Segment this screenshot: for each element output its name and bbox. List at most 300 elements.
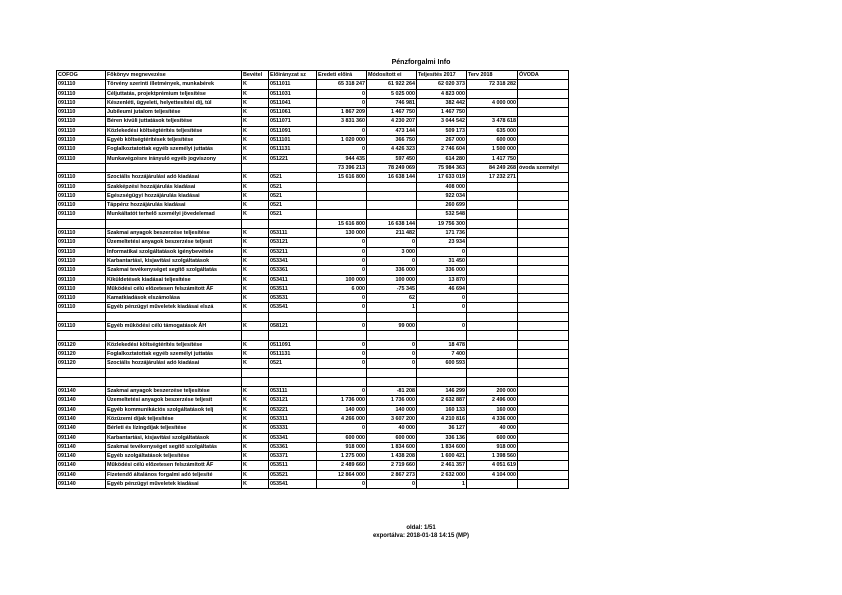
cell-plan-2018	[467, 303, 518, 312]
cell-account-name: Karbantartási, kisjavítási szolgáltatások	[106, 256, 242, 265]
cell-plan-2018	[467, 368, 518, 377]
cell-account-name	[106, 312, 242, 321]
cell-account-name: Közlekedési költségtérítés teljesítése	[106, 340, 242, 349]
cell-original-budget	[317, 191, 367, 200]
cell-modified-budget: 0	[367, 256, 417, 265]
cell-fulfillment-2017: 2 461 357	[417, 461, 467, 470]
cell-kindergarten	[518, 480, 569, 489]
cell-kindergarten	[518, 275, 569, 284]
cell-account-name: Szakmai anyagok beszerzése teljesítése	[106, 387, 242, 396]
cell-appropriation-code: 0511091	[269, 126, 317, 135]
cell-plan-2018: 17 232 271	[467, 173, 518, 182]
cell-kindergarten	[518, 331, 569, 340]
cell-kindergarten	[518, 229, 569, 238]
table-row	[57, 480, 569, 489]
cell-plan-2018	[467, 377, 518, 386]
cell-revenue-type: K	[242, 470, 269, 479]
header-plan-2018: Terv 2018	[467, 71, 518, 80]
cell-fulfillment-2017: 0	[417, 247, 467, 256]
cell-revenue-type: K	[242, 275, 269, 284]
cell-cofog: 091110	[57, 191, 106, 200]
table-row	[57, 461, 569, 470]
cell-appropriation-code: 053211	[269, 247, 317, 256]
cell-modified-budget: 16 638 144	[367, 219, 417, 228]
cell-revenue-type: K	[242, 424, 269, 433]
cell-account-name: Szakmai tevékenységet segítő szolgáltatás	[106, 266, 242, 275]
cell-cofog: 091140	[57, 405, 106, 414]
cell-plan-2018: 600 000	[467, 136, 518, 145]
cell-account-name: Szakmai anyagok beszerzése teljesítése	[106, 229, 242, 238]
cell-modified-budget: 2 719 660	[367, 461, 417, 470]
cell-fulfillment-2017	[417, 331, 467, 340]
cell-revenue-type: K	[242, 256, 269, 265]
cell-fulfillment-2017: 160 133	[417, 405, 467, 414]
cell-account-name: Egyéb működési célú támogatások ÁH	[106, 322, 242, 331]
cell-revenue-type: K	[242, 461, 269, 470]
cell-cofog: 091110	[57, 80, 106, 89]
cell-modified-budget: 597 450	[367, 154, 417, 163]
cell-account-name: Egyéb költségtérítések teljesítése	[106, 136, 242, 145]
cell-kindergarten	[518, 266, 569, 275]
cell-revenue-type: K	[242, 98, 269, 107]
cell-modified-budget: 4 230 207	[367, 117, 417, 126]
cell-modified-budget: 1 736 000	[367, 396, 417, 405]
cell-original-budget: 6 000	[317, 284, 367, 293]
cell-cofog	[57, 331, 106, 340]
cell-fulfillment-2017: 0	[417, 294, 467, 303]
cell-revenue-type: K	[242, 210, 269, 219]
cell-revenue-type: K	[242, 136, 269, 145]
cell-account-name: Szakképzési hozzájárulás kiadásai	[106, 182, 242, 191]
cell-revenue-type	[242, 377, 269, 386]
budget-table	[56, 70, 569, 489]
cell-appropriation-code: 053221	[269, 405, 317, 414]
cell-revenue-type: K	[242, 294, 269, 303]
cell-kindergarten	[518, 182, 569, 191]
cell-kindergarten	[518, 238, 569, 247]
cell-appropriation-code: 0511131	[269, 349, 317, 358]
cell-plan-2018: 160 000	[467, 405, 518, 414]
table-row	[57, 340, 569, 349]
cell-account-name: Egyéb pénzügyi műveletek kiadásai	[106, 480, 242, 489]
cell-cofog: 091110	[57, 154, 106, 163]
table-row	[57, 331, 569, 340]
cell-account-name: Közüzemi díjak teljesítése	[106, 414, 242, 423]
cell-kindergarten	[518, 108, 569, 117]
cell-modified-budget	[367, 312, 417, 321]
cell-account-name: Jubileumi jutalom teljesítése	[106, 108, 242, 117]
cell-fulfillment-2017	[417, 312, 467, 321]
cell-original-budget: 0	[317, 294, 367, 303]
cell-fulfillment-2017	[417, 377, 467, 386]
cell-plan-2018	[467, 89, 518, 98]
cell-kindergarten	[518, 117, 569, 126]
cell-account-name: Céljuttatás, projektprémium teljesítése	[106, 89, 242, 98]
cell-original-budget: 15 616 800	[317, 219, 367, 228]
cell-kindergarten	[518, 433, 569, 442]
table-row	[57, 470, 569, 479]
cell-appropriation-code: 053111	[269, 387, 317, 396]
cell-fulfillment-2017: 408 000	[417, 182, 467, 191]
cell-plan-2018: 4 336 000	[467, 414, 518, 423]
cell-modified-budget: 1 438 208	[367, 452, 417, 461]
cell-original-budget: 0	[317, 247, 367, 256]
cell-revenue-type: K	[242, 182, 269, 191]
cell-revenue-type: K	[242, 247, 269, 256]
cell-cofog: 091110	[57, 247, 106, 256]
cell-cofog: 091120	[57, 359, 106, 368]
table-row	[57, 433, 569, 442]
cell-cofog: 091110	[57, 275, 106, 284]
cell-appropriation-code	[269, 219, 317, 228]
cell-kindergarten	[518, 284, 569, 293]
cell-modified-budget: 0	[367, 480, 417, 489]
cell-account-name: Egészségügyi hozzájárulás kiadásai	[106, 191, 242, 200]
cell-kindergarten: óvoda személyi	[518, 163, 569, 172]
cell-appropriation-code: 053511	[269, 284, 317, 293]
cell-plan-2018	[467, 312, 518, 321]
cell-kindergarten	[518, 145, 569, 154]
cell-fulfillment-2017: 62 020 373	[417, 80, 467, 89]
cell-revenue-type: K	[242, 452, 269, 461]
cell-plan-2018: 4 000 000	[467, 98, 518, 107]
cell-revenue-type	[242, 331, 269, 340]
cell-cofog: 091110	[57, 136, 106, 145]
cell-modified-budget: -81 208	[367, 387, 417, 396]
cell-revenue-type	[242, 219, 269, 228]
cell-account-name: Üzemeltetési anyagok beszerzése teljesít	[106, 238, 242, 247]
cell-kindergarten	[518, 442, 569, 451]
cell-plan-2018: 635 000	[467, 126, 518, 135]
cell-modified-budget: 99 000	[367, 322, 417, 331]
cell-cofog: 091110	[57, 238, 106, 247]
header-modified-budget: Módosított ei	[367, 71, 417, 80]
cell-modified-budget	[367, 191, 417, 200]
table-row	[57, 424, 569, 433]
cell-cofog: 091110	[57, 210, 106, 219]
cell-account-name: Működési célú előzetesen felszámított ÁF	[106, 284, 242, 293]
cell-modified-budget: 0	[367, 238, 417, 247]
cell-plan-2018: 72 318 282	[467, 80, 518, 89]
cell-revenue-type: K	[242, 433, 269, 442]
cell-cofog	[57, 219, 106, 228]
cell-modified-budget: 4 426 323	[367, 145, 417, 154]
cell-plan-2018: 3 478 618	[467, 117, 518, 126]
cell-fulfillment-2017: 532 548	[417, 210, 467, 219]
cell-revenue-type: K	[242, 414, 269, 423]
cell-modified-budget: 1 834 600	[367, 442, 417, 451]
table-row	[57, 414, 569, 423]
cell-plan-2018	[467, 229, 518, 238]
cell-original-budget: 1 736 000	[317, 396, 367, 405]
cell-modified-budget: 600 000	[367, 433, 417, 442]
cell-original-budget: 0	[317, 238, 367, 247]
cell-account-name: Munkavégzésre irányuló egyéb jogviszony	[106, 154, 242, 163]
cell-fulfillment-2017: 600 593	[417, 359, 467, 368]
cell-original-budget: 0	[317, 266, 367, 275]
cell-original-budget: 0	[317, 322, 367, 331]
cell-original-budget: 0	[317, 126, 367, 135]
cell-modified-budget	[367, 210, 417, 219]
cell-cofog: 091110	[57, 98, 106, 107]
cell-kindergarten	[518, 136, 569, 145]
table-row	[57, 117, 569, 126]
cell-plan-2018	[467, 201, 518, 210]
cell-revenue-type: K	[242, 89, 269, 98]
table-row	[57, 173, 569, 182]
cell-kindergarten	[518, 219, 569, 228]
table-row	[57, 405, 569, 414]
cell-fulfillment-2017: 0	[417, 303, 467, 312]
cell-modified-budget	[367, 368, 417, 377]
cell-appropriation-code: 0521	[269, 173, 317, 182]
cell-revenue-type: K	[242, 322, 269, 331]
cell-appropriation-code: 0521	[269, 201, 317, 210]
cell-fulfillment-2017: 382 442	[417, 98, 467, 107]
cell-original-budget	[317, 331, 367, 340]
cell-fulfillment-2017: 267 000	[417, 136, 467, 145]
cell-appropriation-code: 053361	[269, 442, 317, 451]
page-number: oldal: 1/51	[406, 525, 436, 531]
cell-account-name: Munkáltatót terhelő személyi jövedelemad	[106, 210, 242, 219]
cell-fulfillment-2017: 3 044 542	[417, 117, 467, 126]
cell-appropriation-code: 053541	[269, 480, 317, 489]
cell-fulfillment-2017: 18 478	[417, 340, 467, 349]
cell-modified-budget: 40 000	[367, 424, 417, 433]
cell-revenue-type	[242, 368, 269, 377]
cell-fulfillment-2017: 260 699	[417, 201, 467, 210]
cell-appropriation-code: 053521	[269, 470, 317, 479]
header-appropriation-code: Előirányzat sz	[269, 71, 317, 80]
cell-plan-2018	[467, 340, 518, 349]
cell-original-budget: 0	[317, 303, 367, 312]
cell-fulfillment-2017: 1 834 600	[417, 442, 467, 451]
cell-account-name: Informatikai szolgáltatások igénybevétele	[106, 247, 242, 256]
cell-appropriation-code: 0511091	[269, 340, 317, 349]
cell-original-budget: 4 266 000	[317, 414, 367, 423]
cell-appropriation-code: 0511011	[269, 80, 317, 89]
cell-kindergarten	[518, 349, 569, 358]
cell-modified-budget: 0	[367, 340, 417, 349]
cell-original-budget: 130 000	[317, 229, 367, 238]
cell-cofog: 091120	[57, 349, 106, 358]
cell-appropriation-code: 053311	[269, 414, 317, 423]
cell-fulfillment-2017: 46 694	[417, 284, 467, 293]
cell-modified-budget	[367, 201, 417, 210]
cell-cofog: 091140	[57, 387, 106, 396]
cell-fulfillment-2017: 13 870	[417, 275, 467, 284]
cell-appropriation-code: 053341	[269, 433, 317, 442]
cell-original-budget: 15 616 800	[317, 173, 367, 182]
table-row	[57, 98, 569, 107]
cell-account-name: Foglalkoztatottak egyéb személyi juttatás	[106, 349, 242, 358]
cell-modified-budget	[367, 182, 417, 191]
cell-account-name: Bérleti és lízingdíjak teljesítése	[106, 424, 242, 433]
cell-fulfillment-2017: 1	[417, 480, 467, 489]
header-original-budget: Eredeti előirá	[317, 71, 367, 80]
header-revenue-type: Bevétel	[242, 71, 269, 80]
table-row	[57, 396, 569, 405]
cell-fulfillment-2017: 1 600 421	[417, 452, 467, 461]
cell-cofog: 091110	[57, 117, 106, 126]
cell-revenue-type: K	[242, 284, 269, 293]
cell-revenue-type: K	[242, 340, 269, 349]
cell-fulfillment-2017: 922 034	[417, 191, 467, 200]
table-row	[57, 201, 569, 210]
cell-appropriation-code	[269, 368, 317, 377]
cell-plan-2018	[467, 256, 518, 265]
cell-plan-2018	[467, 294, 518, 303]
cell-appropriation-code	[269, 312, 317, 321]
cell-account-name: Szociális hozzájárulási adó kiadásai	[106, 359, 242, 368]
cell-revenue-type: K	[242, 154, 269, 163]
cell-plan-2018: 200 000	[467, 387, 518, 396]
cell-plan-2018	[467, 322, 518, 331]
cell-kindergarten	[518, 256, 569, 265]
cell-appropriation-code: 0511061	[269, 108, 317, 117]
cell-revenue-type: K	[242, 126, 269, 135]
cell-original-budget	[317, 377, 367, 386]
cell-revenue-type: K	[242, 191, 269, 200]
cell-appropriation-code: 0511031	[269, 89, 317, 98]
cell-original-budget: 0	[317, 256, 367, 265]
cell-account-name: Táppénz hozzájárulás kiadásai	[106, 201, 242, 210]
cell-fulfillment-2017: 7 400	[417, 349, 467, 358]
cell-original-budget: 0	[317, 359, 367, 368]
cell-original-budget: 0	[317, 340, 367, 349]
cell-modified-budget	[367, 377, 417, 386]
cell-fulfillment-2017: 509 173	[417, 126, 467, 135]
cell-modified-budget: 1	[367, 303, 417, 312]
cell-plan-2018: 2 496 000	[467, 396, 518, 405]
cell-modified-budget	[367, 331, 417, 340]
cell-kindergarten	[518, 414, 569, 423]
cell-cofog: 091110	[57, 284, 106, 293]
cell-fulfillment-2017: 31 450	[417, 256, 467, 265]
cell-appropriation-code: 053331	[269, 424, 317, 433]
cell-modified-budget: 336 000	[367, 266, 417, 275]
table-row	[57, 377, 569, 386]
cell-plan-2018: 1 398 560	[467, 452, 518, 461]
cell-revenue-type: K	[242, 387, 269, 396]
cell-appropriation-code: 053121	[269, 396, 317, 405]
table-row	[57, 163, 569, 172]
cell-original-budget: 0	[317, 89, 367, 98]
cell-modified-budget: 0	[367, 349, 417, 358]
table-row	[57, 89, 569, 98]
cell-appropriation-code	[269, 163, 317, 172]
cell-kindergarten	[518, 452, 569, 461]
cell-kindergarten	[518, 154, 569, 163]
table-row	[57, 294, 569, 303]
cell-appropriation-code: 058121	[269, 322, 317, 331]
cell-account-name: Egyéb pénzügyi műveletek kiadásai elszá	[106, 303, 242, 312]
cell-cofog: 091140	[57, 452, 106, 461]
table-row	[57, 238, 569, 247]
header-row	[57, 71, 569, 80]
document-title: Pénzforgalmi Info	[391, 59, 451, 66]
cell-modified-budget: 61 922 264	[367, 80, 417, 89]
cell-revenue-type	[242, 163, 269, 172]
cell-kindergarten	[518, 89, 569, 98]
cell-appropriation-code: 053511	[269, 461, 317, 470]
cell-original-budget: 0	[317, 387, 367, 396]
cell-appropriation-code: 0521	[269, 191, 317, 200]
header-cofog: COFOG	[57, 71, 106, 80]
table-row	[57, 387, 569, 396]
table-row	[57, 126, 569, 135]
cell-revenue-type: K	[242, 173, 269, 182]
table-row	[57, 452, 569, 461]
cell-original-budget: 2 489 660	[317, 461, 367, 470]
cell-revenue-type: K	[242, 359, 269, 368]
cell-plan-2018	[467, 480, 518, 489]
cell-original-budget	[317, 201, 367, 210]
cell-original-budget	[317, 182, 367, 191]
table-row	[57, 322, 569, 331]
cell-appropriation-code: 0521	[269, 182, 317, 191]
cell-cofog: 091110	[57, 173, 106, 182]
cell-plan-2018: 84 249 268	[467, 163, 518, 172]
cell-modified-budget: 78 249 069	[367, 163, 417, 172]
cell-revenue-type: K	[242, 238, 269, 247]
cell-account-name: Kamatkiadások elszámolása	[106, 294, 242, 303]
cell-account-name	[106, 163, 242, 172]
cell-revenue-type: K	[242, 405, 269, 414]
cell-plan-2018	[467, 219, 518, 228]
cell-kindergarten	[518, 98, 569, 107]
cell-cofog: 091140	[57, 414, 106, 423]
cell-original-budget	[317, 210, 367, 219]
table-row	[57, 312, 569, 321]
cell-plan-2018	[467, 349, 518, 358]
cell-account-name: Törvény szerinti illetmények, munkabérek	[106, 80, 242, 89]
cell-kindergarten	[518, 80, 569, 89]
cell-cofog: 091110	[57, 322, 106, 331]
cell-kindergarten	[518, 396, 569, 405]
cell-fulfillment-2017: 17 633 019	[417, 173, 467, 182]
cell-kindergarten	[518, 470, 569, 479]
cell-revenue-type: K	[242, 145, 269, 154]
cell-cofog: 091110	[57, 145, 106, 154]
cell-account-name: Egyéb szolgáltatások teljesítése	[106, 452, 242, 461]
export-timestamp: exportálva: 2018-01-18 14:15 (MP)	[372, 533, 470, 539]
cell-appropriation-code: 053361	[269, 266, 317, 275]
cell-cofog: 091140	[57, 424, 106, 433]
cell-modified-budget: 62	[367, 294, 417, 303]
cell-fulfillment-2017: 4 210 816	[417, 414, 467, 423]
cell-appropriation-code: 0511131	[269, 145, 317, 154]
cell-cofog: 091140	[57, 433, 106, 442]
cell-original-budget	[317, 312, 367, 321]
cell-plan-2018: 1 417 750	[467, 154, 518, 163]
cell-original-budget: 944 435	[317, 154, 367, 163]
cell-plan-2018: 40 000	[467, 424, 518, 433]
cell-cofog: 091110	[57, 294, 106, 303]
table-row	[57, 266, 569, 275]
cell-kindergarten	[518, 294, 569, 303]
cell-cofog: 091120	[57, 340, 106, 349]
cell-kindergarten	[518, 359, 569, 368]
cell-plan-2018: 600 000	[467, 433, 518, 442]
table-row	[57, 210, 569, 219]
cell-appropriation-code: 053111	[269, 229, 317, 238]
cell-fulfillment-2017: 2 632 887	[417, 396, 467, 405]
cell-modified-budget: 100 000	[367, 275, 417, 284]
cell-appropriation-code: 053531	[269, 294, 317, 303]
header-fulfillment-2017: Teljesítés 2017	[417, 71, 467, 80]
cell-cofog: 091110	[57, 89, 106, 98]
